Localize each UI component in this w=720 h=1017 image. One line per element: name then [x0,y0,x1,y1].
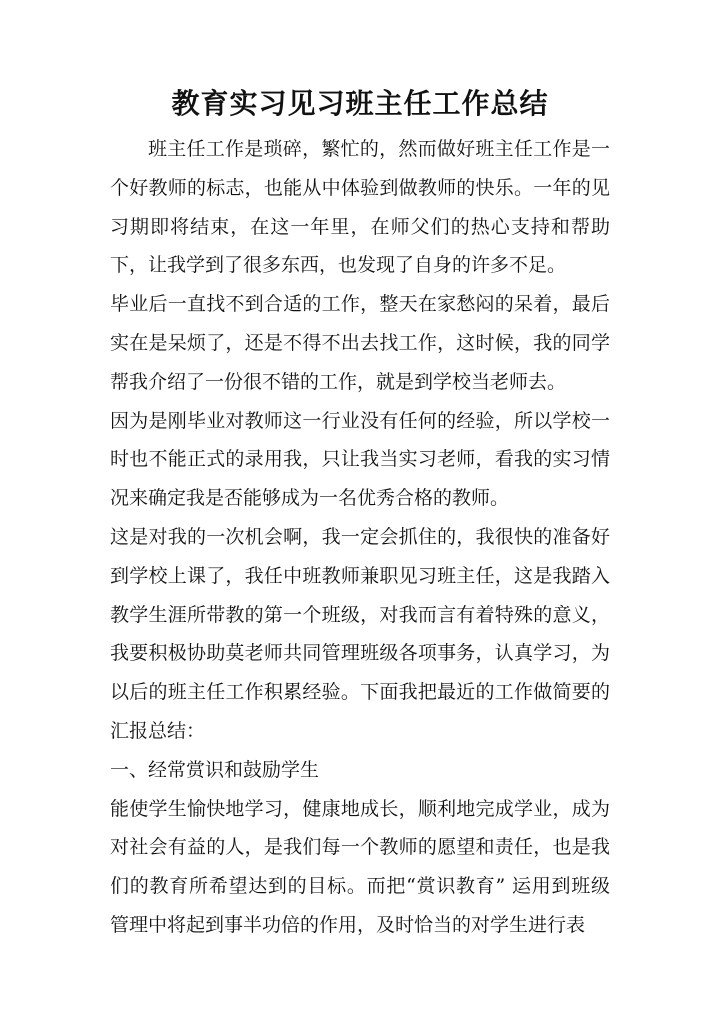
paragraph-praise: 能使学生愉快地学习，健康地成长，顺利地完成学业，成为对社会有益的人，是我们每一个教师的愿望和责任，也是我们的教育所希望达到的目标。而把“赏识教育” 运用到班级管理中将起到事半功倍的作用，及时恰当的对学生进行表 [110,797,610,936]
section-heading-praise: 一、经常赏识和鼓励学生 [110,758,320,781]
paragraph-job-search: 毕业后一直找不到合适的工作，整天在家愁闷的呆着，最后实在是呆烦了，还是不得不出去找工作，这时候，我的同学帮我介绍了一份很不错的工作，就是到学校当老师去。 [110,293,610,393]
paragraph-opportunity: 这是对我的一次机会啊，我一定会抓住的，我很快的准备好到学校上课了，我任中班教师兼职见习班主任，这是我踏入教学生涯所带教的第一个班级，对我而言有着特殊的意义，我要积极协助莫老师共同管理班级各项事务，认真学习，为以后的班主任工作积累经验。下面我把最近的工作做简要的汇报总结： [110,525,610,742]
paragraph-intro: 班主任工作是琐碎，繁忙的，然而做好班主任工作是一个好教师的标志，也能从中体验到做教师的快乐。一年的见习期即将结束，在这一年里，在师父们的热心支持和帮助下，让我学到了很多东西，也发现了自身的许多不足。 [110,138,610,277]
document-body [110,130,610,945]
paragraph-internship: 因为是刚毕业对教师这一行业没有任何的经验，所以学校一时也不能正式的录用我，只让我当实习老师，看我的实习情况来确定我是否能够成为一名优秀合格的教师。 [110,409,610,510]
document-title: 教育实习见习班主任工作总结 [171,87,549,120]
